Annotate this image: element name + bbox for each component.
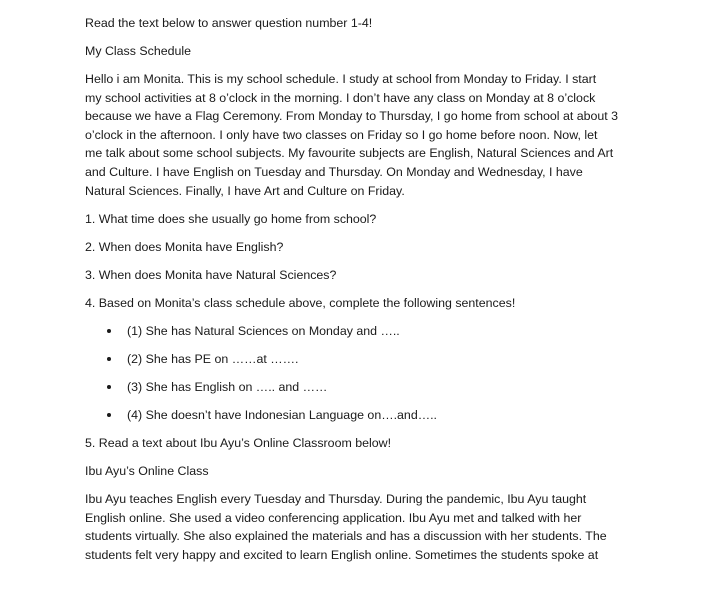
paragraph-line: English online. She used a video conferencing application. Ibu Ayu met and talked with her	[85, 510, 582, 525]
bullet-dot-icon	[107, 329, 111, 333]
online-class-paragraph	[85, 490, 637, 564]
paragraph-line: my school activities at 8 o’clock in the morning. I don’t have any class on Monday at 8 o’clock	[85, 90, 596, 105]
paragraph-line: o’clock in the afternoon. I only have two classes on Friday so I go home before noon. Now, let	[85, 127, 598, 142]
paragraph-line: students virtually. She also explained the materials and has a discussion with her students. The	[85, 529, 607, 544]
question-5: 5. Read a text about Ibu Ayu’s Online Classroom below!	[85, 436, 392, 450]
question-1: 1. What time does she usually go home from school?	[85, 212, 377, 226]
paragraph-line: and Culture. I have English on Tuesday and Thursday. On Monday and Wednesday, I have	[85, 164, 583, 179]
bullet-text: (3) She has English on ….. and ……	[127, 380, 328, 394]
section-title-2: Ibu Ayu’s Online Class	[85, 464, 209, 478]
question-4: 4. Based on Monita’s class schedule above, complete the following sentences!	[85, 296, 516, 310]
bullet-dot-icon	[107, 357, 111, 361]
instruction-text: Read the text below to answer question number 1-4!	[85, 16, 373, 30]
question-3: 3. When does Monita have Natural Sciences?	[85, 268, 337, 282]
paragraph-line: Hello i am Monita. This is my school schedule. I study at school from Monday to Friday. I start	[85, 72, 597, 86]
bullet-dot-icon	[107, 413, 111, 417]
bullet-text: (2) She has PE on ……at …….	[127, 352, 299, 366]
paragraph-line: because we have a Flag Ceremony. From Monday to Thursday, I go home from school at about 3	[85, 109, 619, 124]
paragraph-line: me talk about some school subjects. My favourite subjects are English, Natural Sciences and Art	[85, 146, 614, 161]
bullet-text: (4) She doesn’t have Indonesian Language on….and…..	[127, 408, 437, 422]
schedule-paragraph	[85, 70, 637, 200]
bullet-text: (1) She has Natural Sciences on Monday and …..	[127, 324, 400, 338]
section-title: My Class Schedule	[85, 44, 192, 58]
paragraph-line: Natural Sciences. Finally, I have Art and Culture on Friday.	[85, 183, 405, 198]
question-2: 2. When does Monita have English?	[85, 240, 284, 254]
paragraph-line: students felt very happy and excited to learn English online. Sometimes the students spoke at	[85, 547, 599, 562]
paragraph-line: Ibu Ayu teaches English every Tuesday and Thursday. During the pandemic, Ibu Ayu taught	[85, 492, 587, 506]
bullet-dot-icon	[107, 385, 111, 389]
